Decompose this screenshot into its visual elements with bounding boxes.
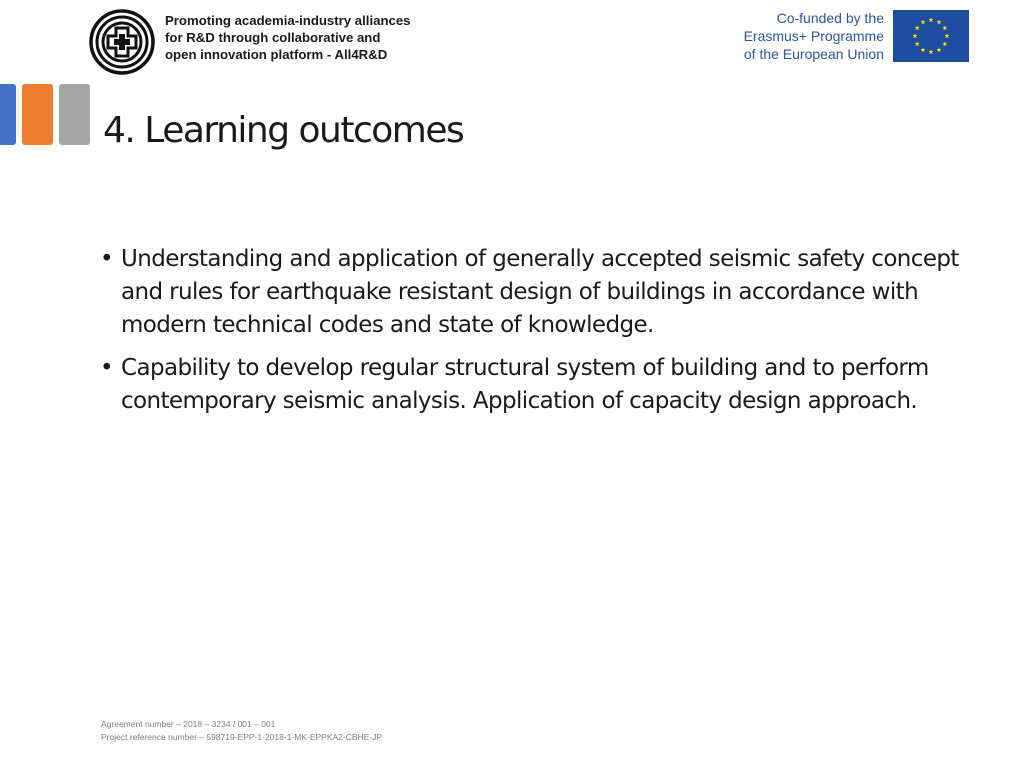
eu-flag-icon [893,10,969,62]
eu-text-line-3: of the European Union [743,46,884,62]
eu-text-line-2: Erasmus+ Programme [743,28,884,44]
bullet-item [100,243,960,342]
gray-bar [59,84,90,145]
blue-bar [0,84,16,145]
bullet-dot: • [100,355,113,381]
orange-bar [22,84,53,145]
project-title-line-1: Promoting academia-industry alliances [165,13,411,28]
project-reference-number: Project reference number – 598719-EPP-1-2018-1-MK-EPPKA2-CBHE-JP [101,732,383,742]
bullet-text: Understanding and application of generally accepted seismic safety concept and rules for earthquake resistant design of buildings in accordance with modern technical codes and state of knowledge. [121,246,959,338]
slide-title: 4. Learning outcomes [103,110,464,151]
slide-content [100,243,960,428]
all4rd-logo-icon [89,9,155,75]
eu-text-line-1: Co-funded by the [776,10,884,26]
bullet-text: Capability to develop regular structural system of building and to perform contemporary seismic analysis. Application of capacity design approach. [121,355,929,414]
eu-cofunded-text [710,9,884,63]
project-title-line-3: open innovation platform - All4R&D [165,47,388,62]
footer [101,718,382,744]
project-title-line-2: for R&D through collaborative and [165,30,381,45]
bullet-dot: • [100,246,113,272]
agreement-number: Agreement number – 2018 – 3234 / 001 – 001 [101,719,276,729]
project-title [165,12,465,63]
bullet-item [100,352,960,418]
